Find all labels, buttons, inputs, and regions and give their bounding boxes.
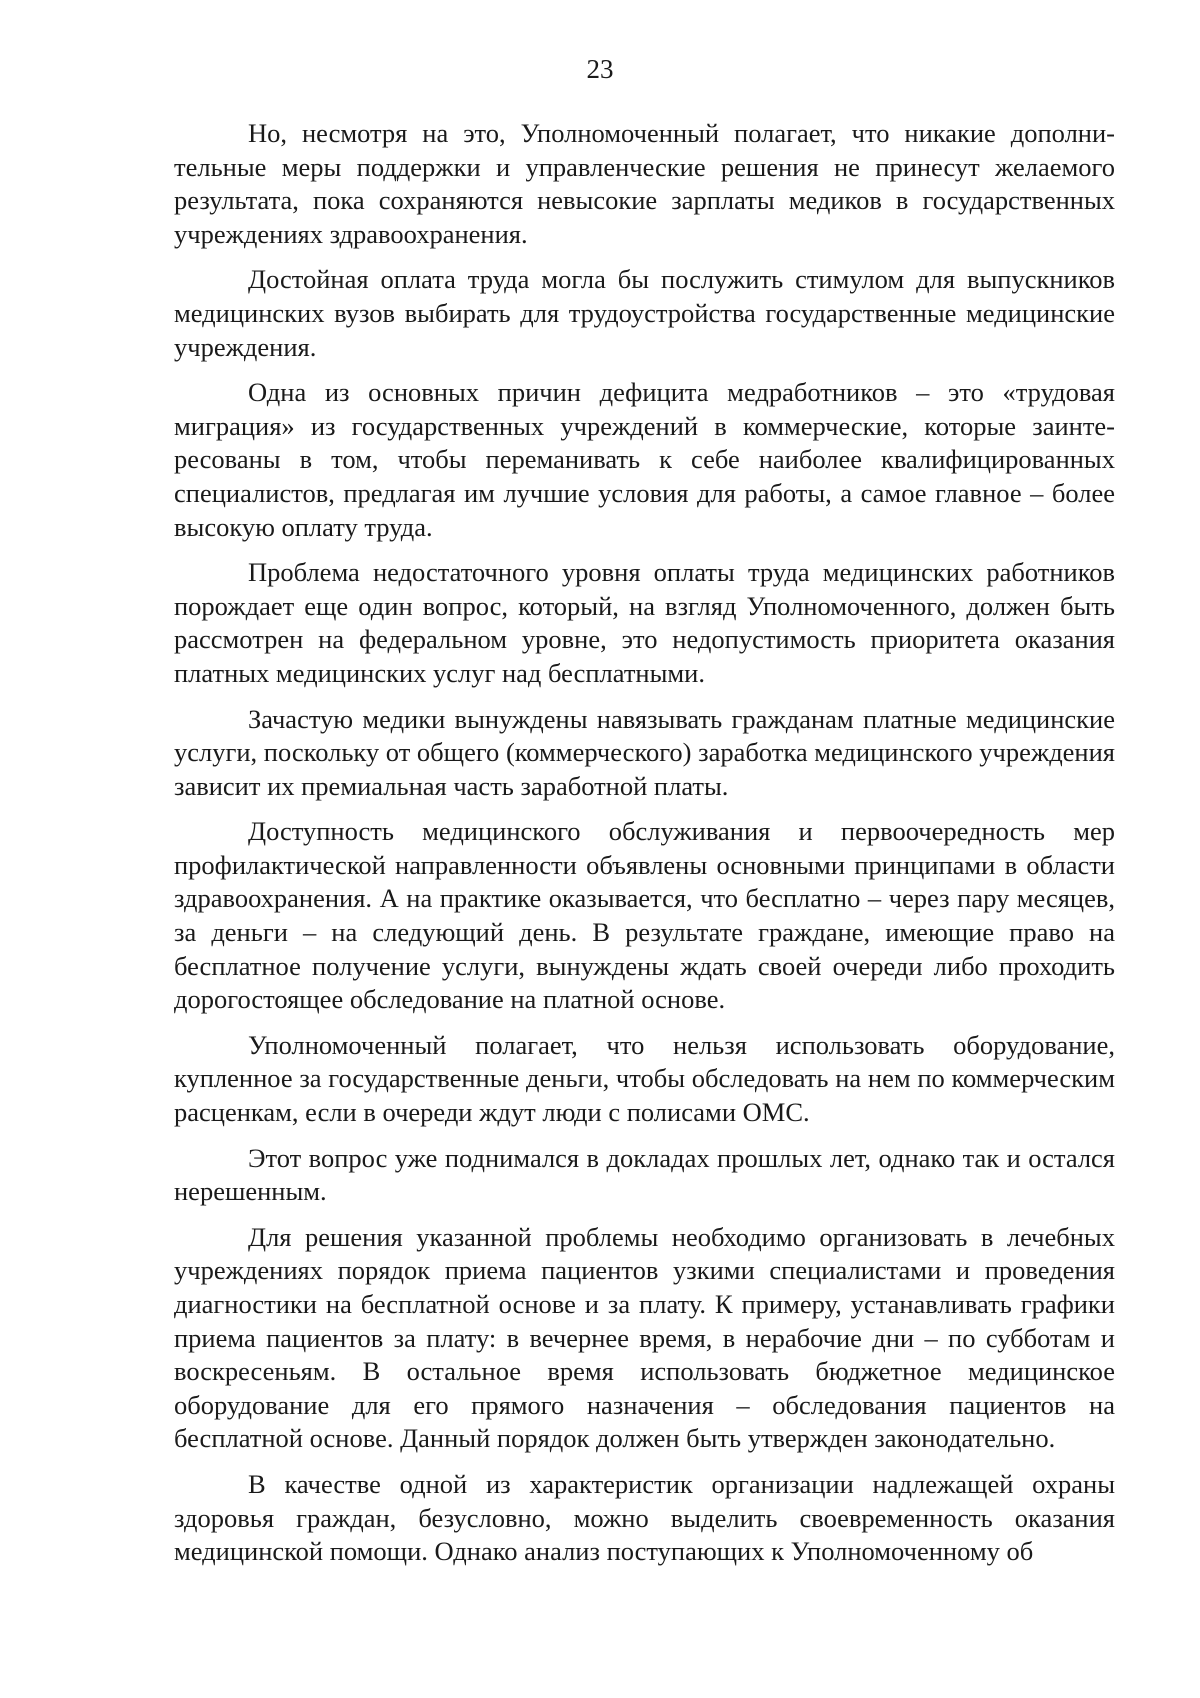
paragraph-6: Доступность медицинского обслуживания и первоочередность мер профилактической направленности объявлены основными принципами в области здравоохранения. А на практике оказывается, что бесплатно – через пару месяцев, за деньги – на следующий день. В результате граждане, имеющие право на бесплатное получение услуги, вынуждены ждать своей очереди либо проходить дорогостоящее обследование на платной основе. (174, 816, 1115, 1015)
paragraph-8: Этот вопрос уже поднимался в докладах прошлых лет, однако так и остался нерешенным. (174, 1142, 1115, 1207)
paragraph-3: Одна из основных причин дефицита медработников – это «трудовая миграция» из государственных учреждений в коммерческие, которые заинтересованы в том, чтобы переманивать к себе наиболее квалифицированных специалистов, предлагая им лучшие условия для работы, а самое главное – более высокую оплату труда. (174, 377, 1115, 542)
paragraph-1: Но, несмотря на это, Уполномоченный полагает, что никакие дополнительные меры поддержки и управленческие решения не принесут желаемого результата, пока сохраняются невысокие зарплаты медиков в государственных учреждениях здравоохранения. (174, 118, 1115, 249)
document-body (174, 117, 1115, 1569)
paragraph-9: Для решения указанной проблемы необходимо организовать в лечебных учреждениях порядок приема пациентов узкими специалистами и проведения диагностики на бесплатной основе и за плату. К примеру, устанавливать графики приема пациентов за плату: в вечернее время, в нерабочие дни – по субботам и воскресеньям. В остальное время использовать бюджетное медицинское оборудование для его прямого назначения – обследования пациентов на бесплатной основе. Данный порядок должен быть утвержден законодательно. (174, 1221, 1115, 1454)
paragraph-7: Уполномоченный полагает, что нельзя использовать оборудование, купленное за государственные деньги, чтобы обследовать на нем по коммерческим расценкам, если в очереди ждут люди с полисами ОМС. (174, 1029, 1115, 1128)
paragraph-2: Достойная оплата труда могла бы послужить стимулом для выпускников медицинских вузов выбирать для трудоустройства государственные медицинские учреждения. (174, 264, 1115, 362)
paragraph-10: В качестве одной из характеристик организации надлежащей охраны здоровья граждан, безусловно, можно выделить своевременность оказания медицинской помощи. Однако анализ поступающих к Уполномоченному об (174, 1468, 1115, 1567)
page-number: 23 (586, 54, 614, 84)
paragraph-4: Проблема недостаточного уровня оплаты труда медицинских работников порождает еще один вопрос, который, на взгляд Уполномоченного, должен быть рассмотрен на федеральном уровне, это недопустимость приоритета оказания платных медицинских услуг над бесплатными. (174, 557, 1115, 688)
paragraph-5: Зачастую медики вынуждены навязывать гражданам платные медицинские услуги, поскольку от общего (коммерческого) заработка медицинского учреждения зависит их премиальная часть заработной платы. (174, 703, 1115, 801)
